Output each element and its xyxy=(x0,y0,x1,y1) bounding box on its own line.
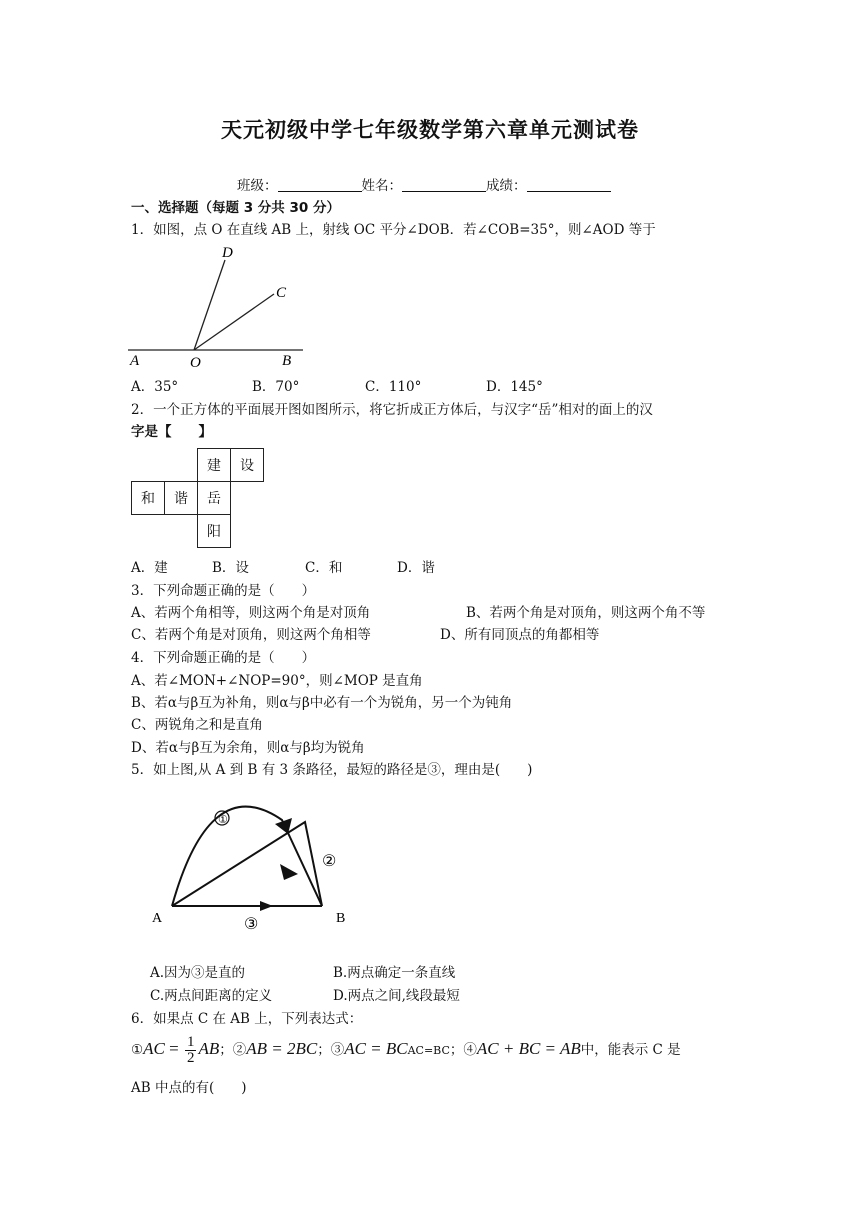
net-cell-xie: 谐 xyxy=(165,482,198,515)
label-D: D xyxy=(222,245,233,261)
option-b[interactable]: B、若两个角是对顶角，则这两个角不等 xyxy=(466,605,706,621)
arrowhead-bottom xyxy=(260,901,273,911)
label-A: A xyxy=(130,353,140,369)
label-A: A xyxy=(152,911,163,926)
expr-1-lhs: AC xyxy=(143,1039,165,1058)
path-2 xyxy=(172,822,322,906)
option-d[interactable]: D、若α与β互为余角，则α与β均为锐角 xyxy=(131,740,365,756)
name-blank[interactable] xyxy=(402,177,486,192)
option-a[interactable]: A．35° xyxy=(131,379,179,395)
fraction-numerator: 1 xyxy=(186,1034,195,1050)
cube-net xyxy=(131,448,264,548)
question-2-bracket: 字是【 】 xyxy=(131,424,212,440)
option-c[interactable]: C．和 xyxy=(305,560,343,576)
label-path-2: ② xyxy=(322,853,337,870)
question-2-text-line1: 2．一个正方体的平面展开图如图所示，将它折成正方体后，与汉字“岳”相对的面上的汉 xyxy=(131,402,653,418)
section-heading: 一、选择题（每题 3 分共 30 分） xyxy=(131,200,340,216)
label-C: C xyxy=(276,285,287,301)
score-label: 成绩： xyxy=(486,178,527,194)
question-3-text: 3．下列命题正确的是（ ） xyxy=(131,583,316,599)
ray-OD xyxy=(194,260,225,350)
expr-4-marker: ④ xyxy=(463,1042,477,1058)
label-path-3: ③ xyxy=(244,916,259,933)
expr-1-marker: ① xyxy=(131,1042,144,1058)
expr-3-small: AC=BC xyxy=(407,1044,450,1057)
option-a[interactable]: A．建 xyxy=(131,560,168,576)
class-label: 班级： xyxy=(237,178,278,194)
expr-3-marker: ③ xyxy=(330,1042,345,1058)
label-B: B xyxy=(336,911,346,926)
class-blank[interactable] xyxy=(278,177,362,192)
expr-1-equals: = xyxy=(164,1039,183,1058)
option-d[interactable]: D.两点之间,线段最短 xyxy=(333,988,460,1004)
arrowhead-middle xyxy=(280,864,298,880)
ray-OC xyxy=(194,294,274,350)
expr-3: AC = BC xyxy=(344,1039,408,1058)
expr-1-fraction xyxy=(185,1035,197,1066)
option-a[interactable]: A.因为③是直的 xyxy=(150,965,246,981)
separator: ； xyxy=(219,1042,233,1058)
option-d[interactable]: D．145° xyxy=(486,379,543,395)
label-O: O xyxy=(190,355,201,370)
student-info-row xyxy=(237,174,611,194)
option-b[interactable]: B.两点确定一条直线 xyxy=(333,965,456,981)
question-5-options-row1 xyxy=(150,963,455,983)
option-b[interactable]: B．设 xyxy=(212,560,249,576)
option-d[interactable]: D、所有同顶点的角都相等 xyxy=(440,627,600,643)
question-1-text: 1．如图，点 O 在直线 AB 上，射线 OC 平分∠DOB．若∠COB=35°，则∠AOD 等于 xyxy=(131,222,656,238)
page-title: 天元初级中学七年级数学第六章单元测试卷 xyxy=(221,118,639,142)
question-4-text: 4．下列命题正确的是（ ） xyxy=(131,650,316,666)
name-label: 姓名： xyxy=(361,178,402,194)
separator: ； xyxy=(449,1042,464,1058)
question-1-figure xyxy=(128,242,308,374)
separator: ； xyxy=(317,1042,331,1058)
expr-4: AC + BC = AB xyxy=(476,1039,581,1058)
question-6-text: 6．如果点 C 在 AB 上，下列表达式： xyxy=(131,1011,363,1027)
question-6-text-line3: AB 中点的有( ) xyxy=(131,1080,247,1096)
option-a[interactable]: A、若两个角相等，则这两个角是对顶角 xyxy=(131,605,371,621)
expr-2-marker: ② xyxy=(232,1042,247,1058)
fraction-denominator: 2 xyxy=(186,1050,195,1066)
option-b[interactable]: B．70° xyxy=(252,379,300,395)
question-1-options xyxy=(131,377,543,397)
net-cell-she: 设 xyxy=(231,449,264,482)
question-5-options-row2 xyxy=(150,986,460,1006)
question-5-figure xyxy=(150,800,360,944)
expr-2: AB = 2BC xyxy=(246,1039,318,1058)
question-2-text-line2 xyxy=(131,422,212,442)
option-a[interactable]: A、若∠MON+∠NOP=90°，则∠MOP 是直角 xyxy=(131,673,423,689)
expr-4-suffix: 中，能表示 C 是 xyxy=(580,1042,681,1058)
net-cell-he: 和 xyxy=(132,482,165,515)
option-b[interactable]: B、若α与β互为补角，则α与β中必有一个为锐角，另一个为钝角 xyxy=(131,695,513,711)
option-c[interactable]: C．110° xyxy=(365,379,422,395)
option-c[interactable]: C、两锐角之和是直角 xyxy=(131,717,263,733)
question-6-expressions xyxy=(131,1031,681,1069)
option-d[interactable]: D．谐 xyxy=(397,560,435,576)
option-c[interactable]: C、若两个角是对顶角，则这两个角相等 xyxy=(131,627,371,643)
label-path-1: ① xyxy=(218,814,228,826)
net-cell-jian: 建 xyxy=(198,449,231,482)
label-B: B xyxy=(282,353,292,369)
net-cell-yue: 岳 xyxy=(198,482,231,515)
score-blank[interactable] xyxy=(527,177,611,192)
option-c[interactable]: C.两点间距离的定义 xyxy=(150,988,273,1004)
question-3-options-row2 xyxy=(131,625,599,645)
question-2-options xyxy=(131,558,435,578)
question-5-text: 5．如上图,从 A 到 B 有 3 条路径，最短的路径是③，理由是( ) xyxy=(131,762,533,778)
expr-1-rhs: AB xyxy=(198,1039,220,1058)
question-3-options-row1 xyxy=(131,603,705,623)
net-cell-yang: 阳 xyxy=(198,515,231,548)
